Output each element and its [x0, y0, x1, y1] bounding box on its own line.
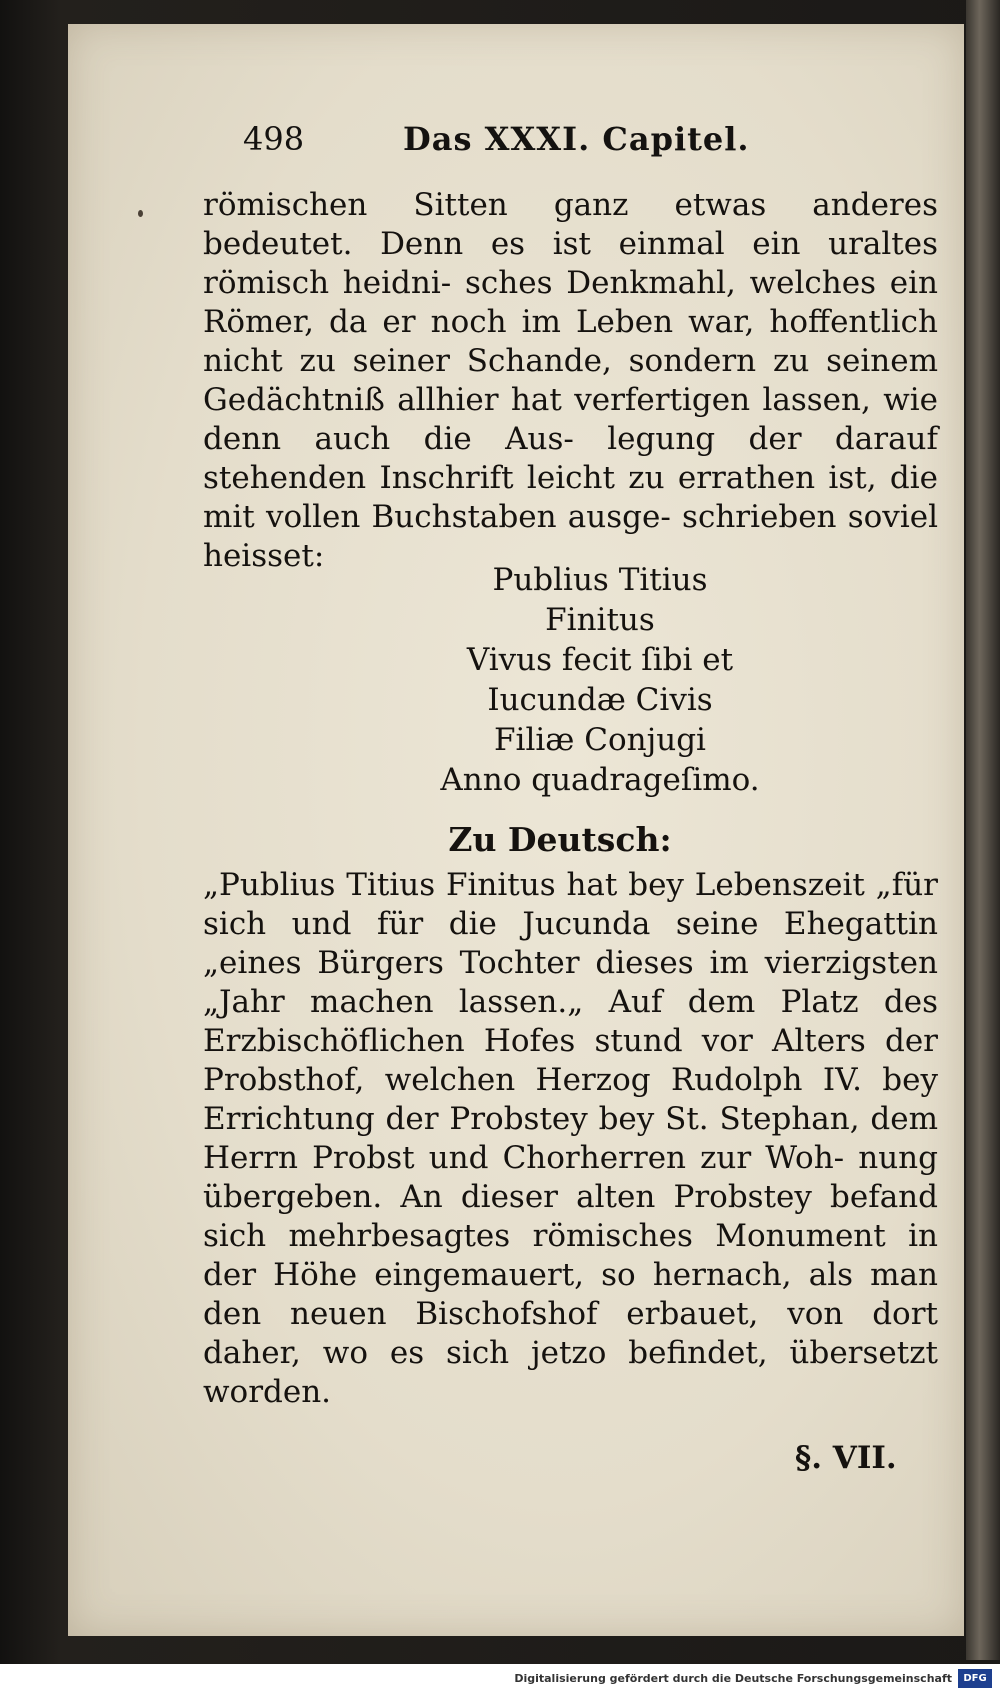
catchword: §. VII. — [795, 1440, 897, 1476]
dfg-logo: DFG — [958, 1669, 992, 1688]
inscription-line: Finitus — [545, 602, 655, 638]
inscription-line: Iucundæ Civis — [487, 682, 713, 718]
paragraph-2 — [203, 866, 938, 1412]
running-head: Das XXXI. Capitel. — [403, 120, 750, 158]
inscription-line: Filiæ Conjugi — [494, 722, 706, 758]
margin-mark — [138, 210, 143, 217]
book-page-edges — [966, 0, 1000, 1660]
inscription-line: Vivus fecit ſibi et — [466, 642, 734, 678]
paragraph-1 — [203, 186, 938, 576]
digitization-credit: Digitalisierung gefördert durch die Deutsche Forschungsgemeinschaft — [514, 1672, 952, 1685]
page-number: 498 — [243, 120, 305, 158]
inscription-line: Publius Titius — [492, 562, 708, 598]
inscription-line: Anno quadrageſimo. — [440, 762, 760, 798]
latin-inscription — [350, 560, 850, 800]
translation-heading: Zu Deutsch: — [448, 820, 672, 859]
paragraph-2-text: „Publius Titius Finitus hat bey Lebenszeit „für sich und für die Jucunda seine Ehegattin „eines Bürgers Tochter dieses im vierzigsten „Jahr machen lassen.„ Auf dem Platz des Erzbischöflichen Hofes stund vor Alters der Probsthof, welchen Herzog Rudolph IV. bey Errichtung der Probstey bey St. Stephan, dem Herrn Probst und Chorherren zur Woh- nung übergeben. An dieser alten Probstey befand sich mehrbesagtes römisches Monument in der Höhe eingemauert, so hernach, als man den neuen Bischofshof erbauet, von dort daher, wo es sich jetzo befindet, übersetzt worden. — [203, 867, 938, 1410]
page-header — [243, 120, 763, 170]
paragraph-1-text: römischen Sitten ganz etwas anderes bedeutet. Denn es ist einmal ein uraltes römisch heidni- sches Denkmahl, welches ein Römer, da er noch im Leben war, hoffentlich nicht zu seiner Schande, sondern zu seinem Gedächtniß allhier hat verfertigen lassen, wie denn auch die Aus- legung der darauf stehenden Inschrift leicht zu errathen ist, die mit vollen Buchstaben ausge- schrieben soviel heisset: — [203, 187, 938, 574]
